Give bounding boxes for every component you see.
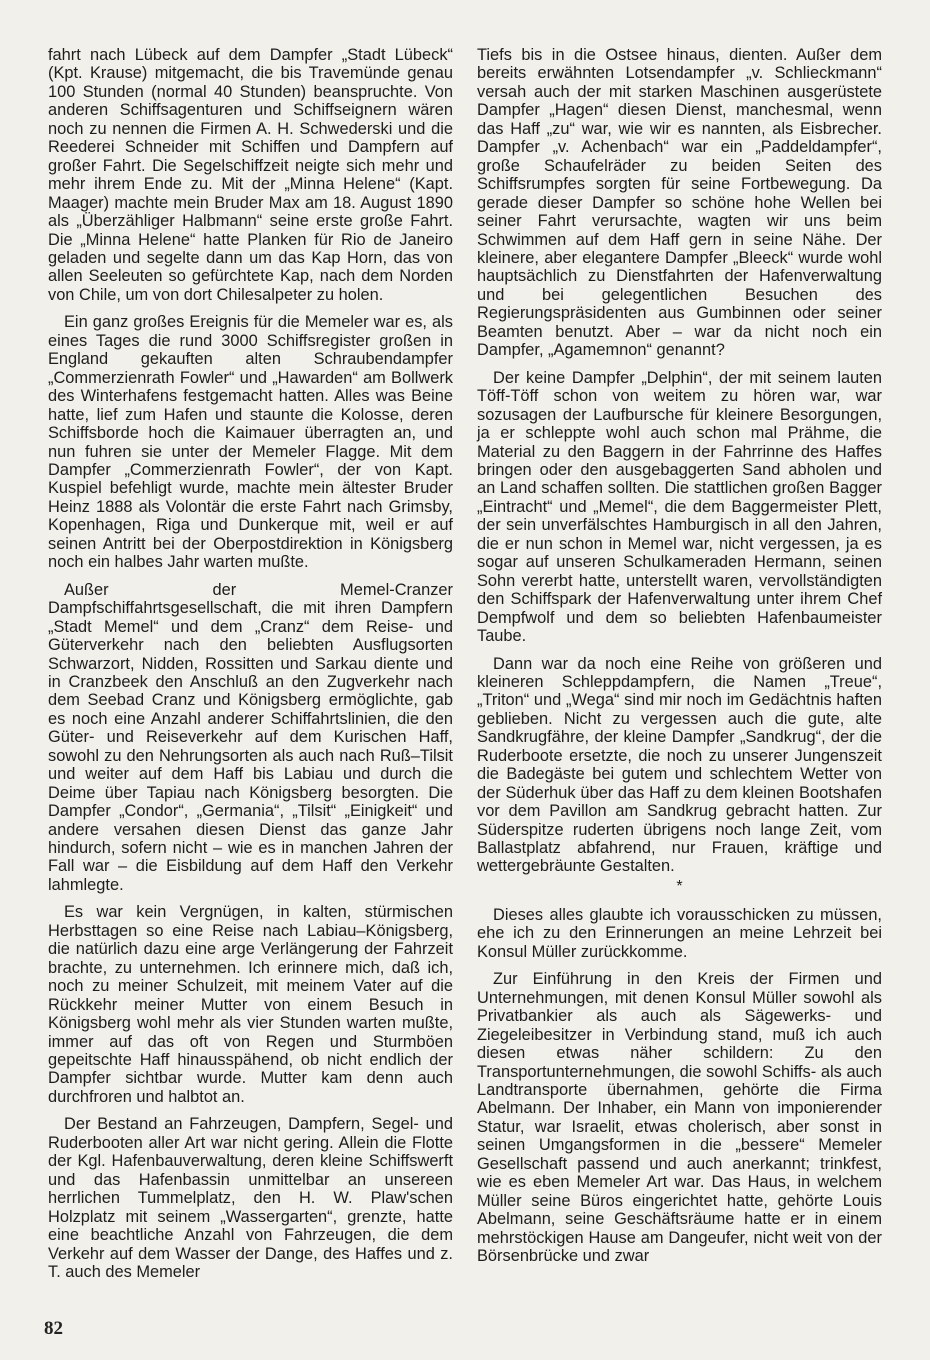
paragraph: Dieses alles glaubte ich vorausschicken zu müssen, ehe ich zu den Erinnerungen an meine Lehrzeit bei Konsul Müller zurückkomme. xyxy=(477,905,882,961)
page-number: 82 xyxy=(44,1318,63,1339)
left-column xyxy=(48,46,453,1281)
right-column xyxy=(477,46,882,1266)
paragraph: Der Bestand an Fahrzeugen, Dampfern, Segel- und Ruderbooten aller Art war nicht gering. Allein die Flotte der Kgl. Hafenbauverwaltung, deren kleine Schiffswerft und das Hafenbassin unmittelbar an unsereen herrlichen Tummelplatz, den H. W. Plaw'schen Holzplatz mit seinem „Wassergarten“, grenzte, hatte eine beachtliche Anzahl von Fahrzeugen, die dem Verkehr auf dem Wasser der Dange, des Haffes und z. T. auch des Memeler xyxy=(48,1115,453,1281)
paragraph: Es war kein Vergnügen, in kalten, stürmischen Herbsttagen so eine Reise nach Labiau–Königsberg, die natürlich dazu eine arge Verlängerung der Fahrzeit brachte, zu unternehmen. Ich erinnere mich, daß ich, noch zu meiner Schulzeit, mit meinem Vater auf die Rückkehr meiner Mutter von einem Besuch in Königsberg wohl mehr als vier Stunden warten mußte, immer auf das oft von Regen und Sturmböen gepeitschte Haff hinausspähend, ob nicht endlich der Dampfer sichtbar wurde. Mutter kam denn auch durchfroren und halbtot an. xyxy=(48,903,453,1106)
paragraph: Außer der Memel-Cranzer Dampfschiffahrtsgesellschaft, die mit ihren Dampfern „Stadt Memel“ und dem „Cranz“ dem Reise- und Güterverkehr nach den beliebten Ausflugsorten Schwarzort, Nidden, Rossitten und Sarkau diente und in Cranzbeek den Anschluß an den Zugverkehr nach dem Seebad Cranz und Königsberg ermöglichte, gab es noch eine Anzahl anderer Schiffahrtslinien, die den Güter- und Reiseverkehr auf dem Kurischen Haff, sowohl zu den Nehrungsorten als auch nach Ruß–Tilsit und weiter auf dem Haff bis Labiau und durch die Deime über Tapiau nach Königsberg besorgten. Die Dampfer „Condor“, „Germania“, „Tilsit“ „Einigkeit“ und andere versahen diesen Dienst das ganze Jahr hindurch, sofern nicht – wie es in manchen Jahren der Fall war – die Eisbildung auf dem Haff den Verkehr lahmlegte. xyxy=(48,580,453,894)
paragraph: Dann war da noch eine Reihe von größeren und kleineren Schleppdampfern, die Namen „Treue“, „Triton“ und „Wega“ sind mir noch im Gedächtnis haften geblieben. Nicht zu vergessen auch die gute, alte Sandkrugfähre, der kleine Dampfer „Sandkrug“, der die Ruderboote ersetzte, die noch zu unserer Jungenszeit die Badegäste bei gutem und schlechtem Wetter von der Süderhuk über das Haff zu dem kleinen Bootshafen vor dem Pavillon am Sandkrug gebracht hatten. Zur Süderspitze ruderten übrigens noch lange Zeit, vom Ballastplatz abfahrend, nur Frauen, kräftige und wettergebräunte Gestalten. xyxy=(477,654,882,876)
paragraph: fahrt nach Lübeck auf dem Dampfer „Stadt Lübeck“ (Kpt. Krause) mitgemacht, die bis Travemünde genau 100 Stunden (normal 40 Stunden) beanspruchte. Von anderen Schiffsagenturen und Schiffseignern wären noch zu nennen die Firmen A. H. Schwederski und die Reederei Schneider mit Schiffen und Dampfern auf großer Fahrt. Die Segelschiffzeit neigte sich mehr und mehr ihrem Ende zu. Mit der „Minna Helene“ (Kapt. Maager) machte mein Bruder Max am 18. August 1890 als „Überzähliger Halbmann“ seine erste große Fahrt. Die „Minna Helene“ hatte Planken für Rio de Janeiro geladen und segelte dann um das Kap Horn, das von allen Seeleuten so gefürchtete Kap, nach dem Norden von Chile, um von dort Chilesalpeter zu holen. xyxy=(48,46,453,304)
paragraph: Zur Einführung in den Kreis der Firmen und Unternehmungen, mit denen Konsul Müller sowohl als Privatbankier als auch als Sägewerks- und Ziegeleibesitzer in Verbindung stand, muß ich auch diesen etwas näher schildern: Zu den Transportunternehmungen, die sowohl Schiffs- als auch Landtransporte übernahmen, gehörte die Firma Abelmann. Der Inhaber, ein Mann von imponierender Statur, war Israelit, etwas cholerisch, aber sonst in seinen Umgangsformen in die „bessere“ Memeler Gesellschaft passend und auch anerkannt; trinkfest, wie es eben Memeler Art war. Das Haus, in welchem Müller seine Büros eingerichtet hatte, gehörte Louis Abelmann, seine Geschäftsräume hatte er in einem mehrstöckigen Hause am Dangeufer, nicht weit von der Börsenbrücke und zwar xyxy=(477,970,882,1266)
paragraph: Ein ganz großes Ereignis für die Memeler war es, als eines Tages die rund 3000 Schiffsregister großen in England gekauften alten Schraubendampfer „Commerzienrath Fowler“ und „Hawarden“ am Bollwerk des Winterhafens festgemacht hatten. Alles was Beine hatte, lief zum Hafen und staunte die Kolosse, deren Schiffsborde hoch die Kaimauer überragten an, und nun fuhren sie unter der Memeler Flagge. Mit dem Dampfer „Commerzienrath Fowler“, der von Kapt. Kuspiel befehligt wurde, machte mein ältester Bruder Heinz 1888 als Volontär die erste Fahrt nach Grimsby, Kopenhagen, Riga und Dunkerque mit, weil er auf seinen Antritt bei der Oberpostdirektion in Königsberg noch ein halbes Jahr warten mußte. xyxy=(48,313,453,572)
paragraph: Tiefs bis in die Ostsee hinaus, dienten. Außer dem bereits erwähnten Lotsendampfer „v. Schlieckmann“ versah auch der mit starken Maschinen ausgerüstete Dampfer „Hagen“ diesen Dienst, manchesmal, wenn das Haff „zu“ war, wie wir es nannten, als Eisbrecher. Dampfer „v. Achenbach“ war ein „Paddeldampfer“, große Schaufelräder zu beiden Seiten des Schiffsrumpfes sorgten für seine Fortbewegung. Da gerade dieser Dampfer so schöne hohe Wellen bei seiner Fahrt verursachte, wagten wir uns beim Schwimmen auf dem Haff gern in seine Nähe. Der kleinere, aber elegantere Dampfer „Bleeck“ wurde wohl hauptsächlich zu Dienstfahrten der Hafenverwaltung und bei gelegentlichen Besuchen des Regierungspräsidenten aus Gumbinnen oder seiner Beamten benutzt. Aber – war da nicht noch ein Dampfer, „Agamemnon“ genannt? xyxy=(477,46,882,360)
paragraph: Der keine Dampfer „Delphin“, der mit seinem lauten Töff-Töff schon von weitem zu hören war, war sozusagen der Laufbursche für kleinere Besorgungen, ja er schleppte wohl auch schon mal Prähme, die Material zu den Baggern in der Fahrrinne des Haffes bringen oder den ausgebaggerten Sand abholen und an Land schaffen sollten. Die stattlichen großen Bagger „Eintracht“ und „Memel“, die dem Baggermeister Plett, der sein unverfälschtes Hamburgisch in all den Jahren, die er nun schon in Memel war, nicht vergessen, ja es sogar auf unseren Schulkameraden Hermann, seinen Sohn vererbt hatte, unterstellt waren, vervollständigten den Schiffspark der Hafenverwaltung unter ihrem Chef Dempfwolf und dem so beliebten Hafenbaumeister Taube. xyxy=(477,368,882,646)
section-separator: * xyxy=(676,877,683,895)
